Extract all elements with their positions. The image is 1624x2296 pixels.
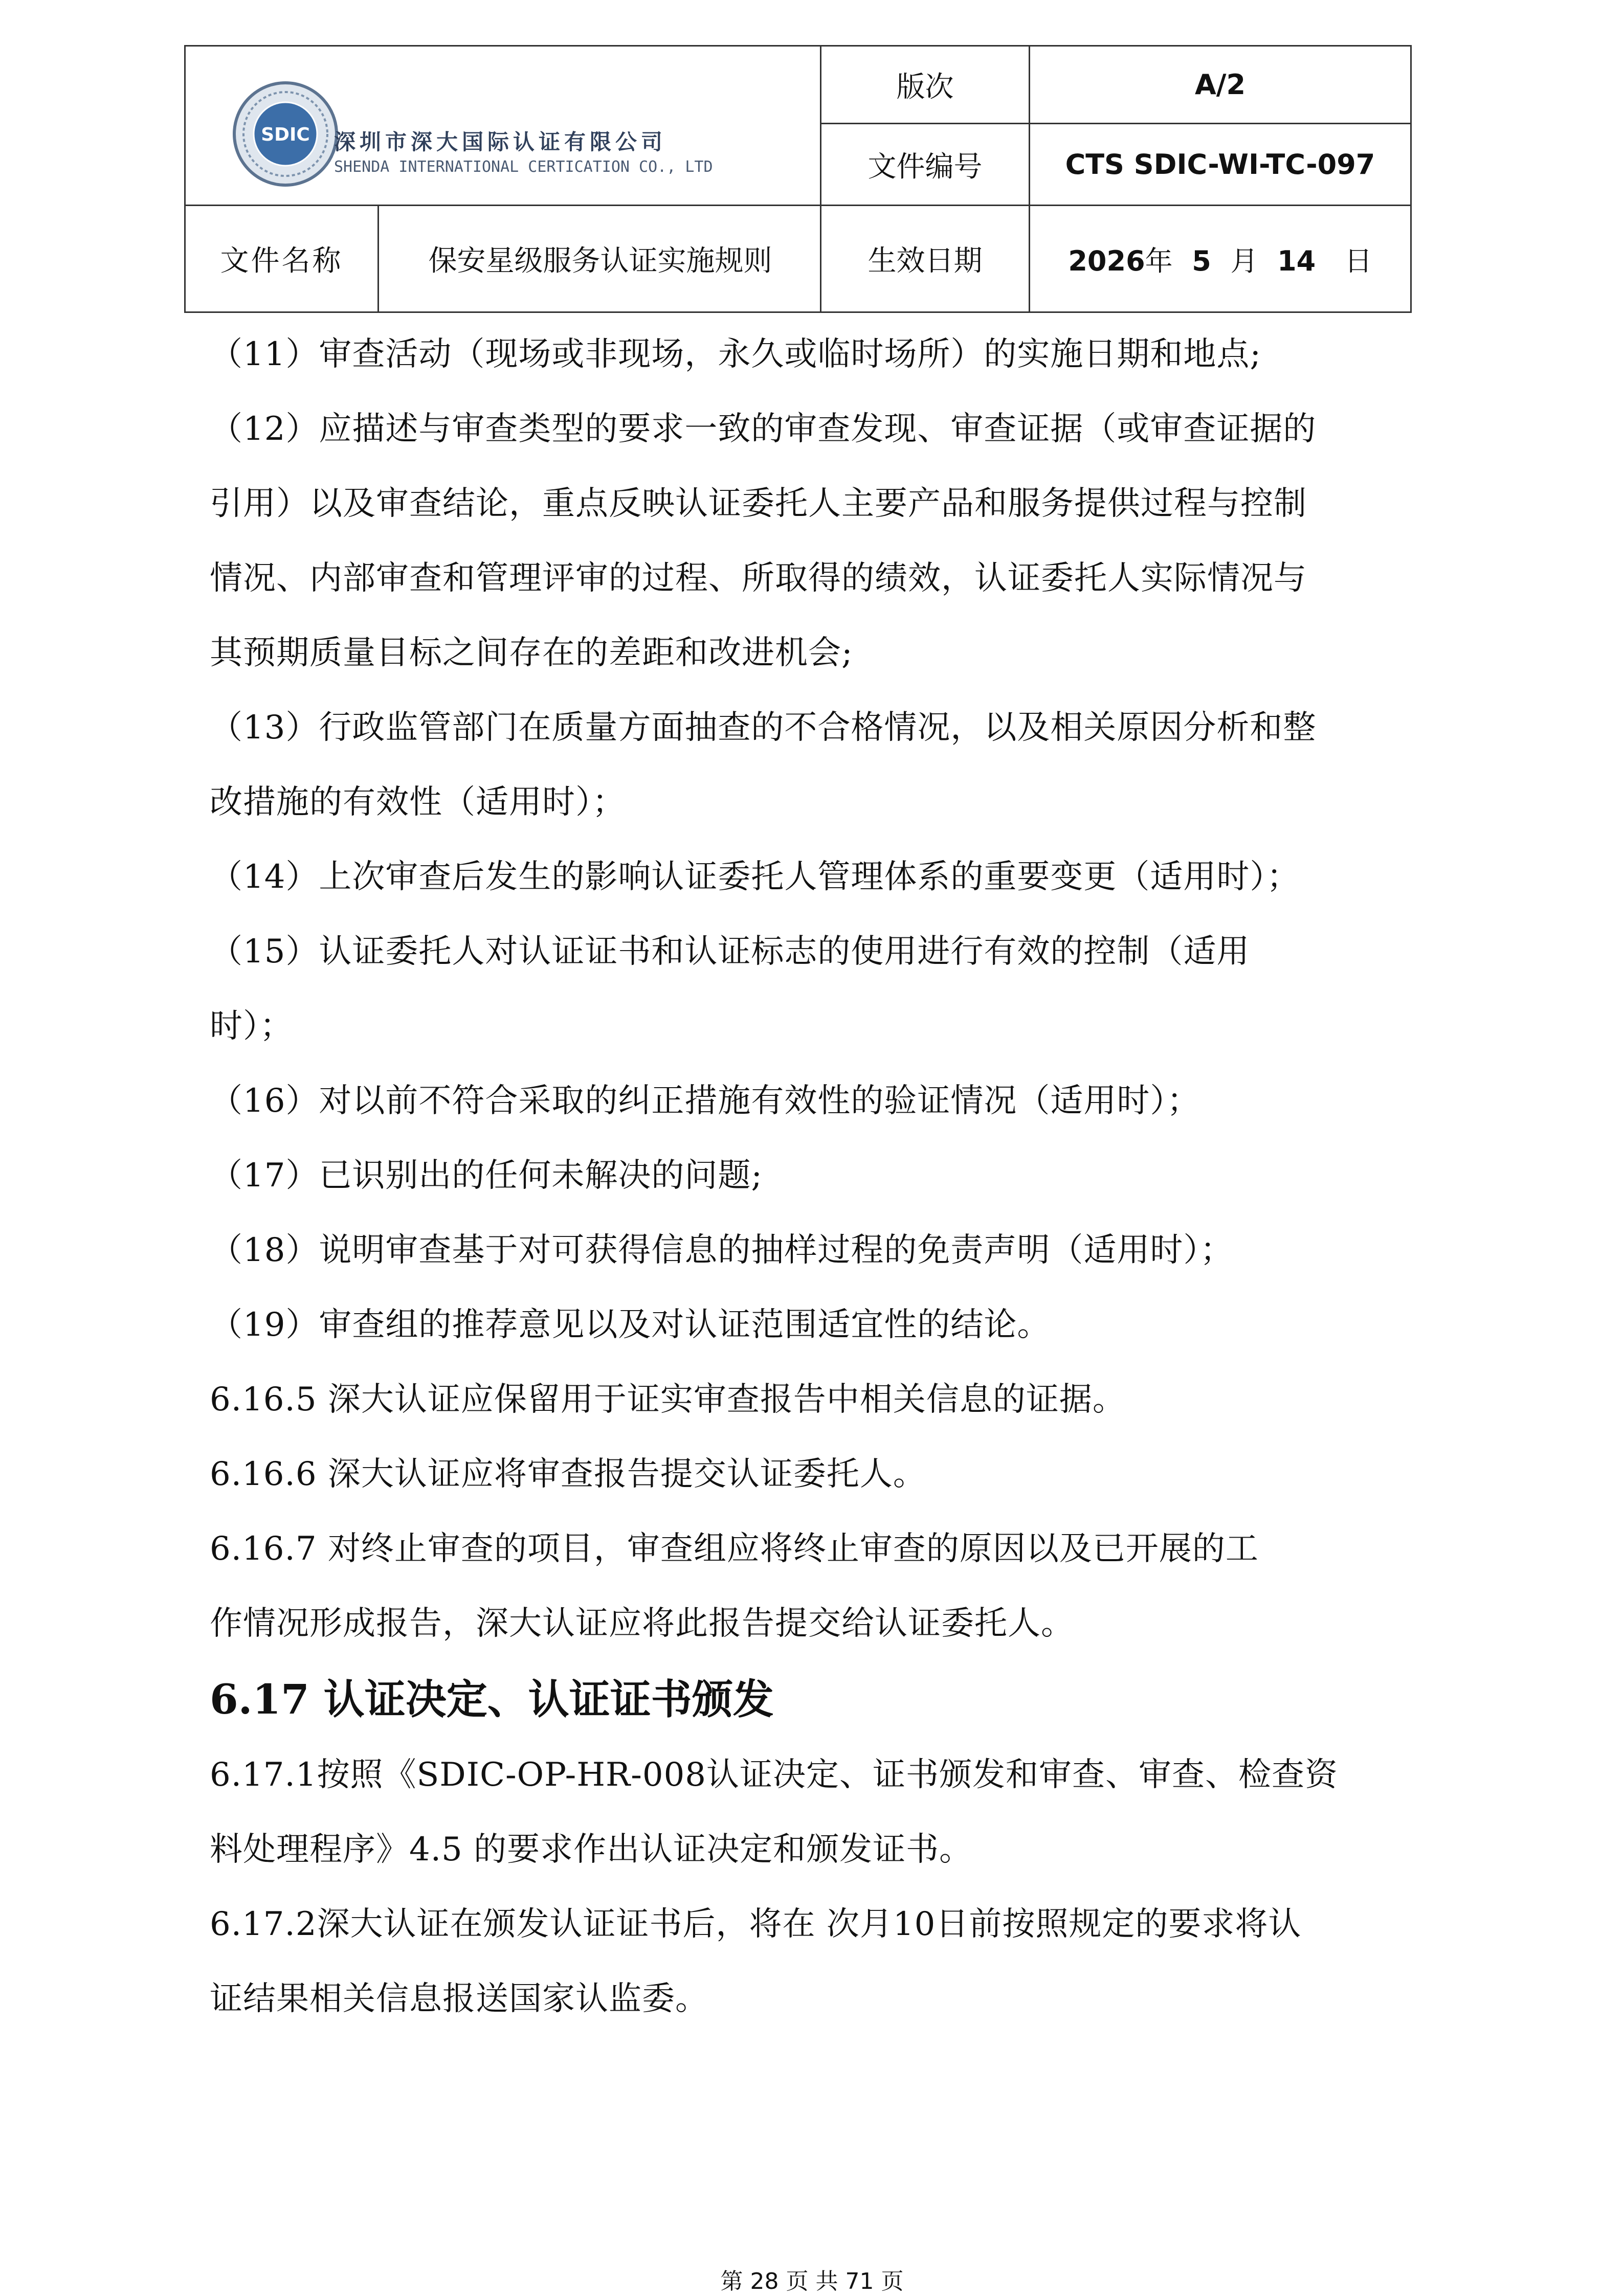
body-line: （19）审查组的推荐意见以及对认证范围适宜性的结论。	[210, 1306, 1051, 1344]
doc-name-label: 文件名称	[186, 206, 379, 311]
company-name-cn: 深圳市深大国际认证有限公司	[334, 129, 667, 154]
body-line: （17）已识别出的任何未解决的问题;	[210, 1157, 763, 1195]
effective-day-unit: 日	[1344, 244, 1372, 277]
section-line: 证结果相关信息报送国家认监委。	[210, 1980, 708, 2018]
version-value: A/2	[1030, 46, 1411, 124]
body-line: （14）上次审查后发生的影响认证委托人管理体系的重要变更（适用时）；	[210, 858, 1300, 896]
footer-middle: 页 共	[786, 2268, 838, 2294]
effective-month: 5	[1192, 244, 1211, 277]
section-heading: 6.17 认证决定、认证证书颁发	[210, 1675, 774, 1723]
doc-name-row	[185, 206, 821, 312]
total-page-count: 71	[845, 2268, 874, 2294]
effective-year: 2026	[1068, 244, 1145, 277]
company-name-en: SHENDA INTERNATIONAL CERTICATION CO., LTD	[334, 158, 713, 176]
doc-number-value: CTS SDIC-WI-TC-097	[1030, 124, 1411, 206]
effective-month-unit: 月	[1230, 244, 1258, 277]
section-line: 料处理程序》4.5 的要求作出认证决定和颁发证书。	[210, 1831, 973, 1869]
page-footer	[0, 2263, 1624, 2295]
footer-suffix: 页	[881, 2268, 904, 2294]
body-line: 情况、内部审查和管理评审的过程、所取得的绩效，认证委托人实际情况与	[210, 559, 1307, 597]
body-line: （18）说明审查基于对可获得信息的抽样过程的免责声明（适用时）；	[210, 1231, 1234, 1269]
body-line: 6.16.7 对终止审查的项目，审查组应将终止审查的原因以及已开展的工	[210, 1530, 1259, 1568]
current-page-number: 28	[750, 2268, 779, 2294]
effective-year-unit: 年	[1145, 244, 1173, 277]
body-line: （15）认证委托人对认证证书和认证标志的使用进行有效的控制（适用	[210, 933, 1250, 971]
logo-text: SDIC	[261, 124, 310, 145]
body-line: 改措施的有效性（适用时）；	[210, 783, 626, 821]
company-logo-cell	[185, 46, 821, 206]
effective-date-value	[1030, 206, 1411, 312]
body-line: 6.16.6 深大认证应将审查报告提交认证委托人。	[210, 1455, 926, 1493]
body-line: （11）审查活动（现场或非现场，永久或临时场所）的实施日期和地点;	[210, 335, 1261, 373]
doc-number-label: 文件编号	[821, 124, 1030, 206]
body-line: （13）行政监管部门在质量方面抽查的不合格情况，以及相关原因分析和整	[210, 709, 1317, 747]
body-line: 6.16.5 深大认证应保留用于证实审查报告中相关信息的证据。	[210, 1381, 1126, 1419]
company-logo	[232, 80, 794, 198]
body-line: （16）对以前不符合采取的纠正措施有效性的验证情况（适用时）；	[210, 1082, 1200, 1120]
company-seal-icon	[232, 80, 339, 188]
doc-name-value: 保安星级服务认证实施规则	[428, 244, 772, 278]
effective-day: 14	[1277, 244, 1316, 277]
section-line: 6.17.1按照《SDIC-OP-HR-008认证决定、证书颁发和审查、审查、检查资	[210, 1756, 1339, 1794]
body-line: （12）应描述与审查类型的要求一致的审查发现、审查证据（或审查证据的	[210, 410, 1317, 448]
body-line: 其预期质量目标之间存在的差距和改进机会;	[210, 634, 853, 672]
body-line: 时）；	[210, 1007, 293, 1045]
document-header-table	[184, 45, 1412, 313]
footer-prefix: 第	[720, 2268, 743, 2294]
version-label: 版次	[821, 46, 1030, 124]
document-body	[210, 317, 1437, 2036]
effective-date-label: 生效日期	[821, 206, 1030, 312]
body-line: 引用）以及审查结论，重点反映认证委托人主要产品和服务提供过程与控制	[210, 485, 1307, 523]
section-line: 6.17.2深大认证在颁发认证证书后，将在 次月10日前按照规定的要求将认	[210, 1905, 1302, 1943]
body-line: 作情况形成报告，深大认证应将此报告提交给认证委托人。	[210, 1605, 1074, 1642]
